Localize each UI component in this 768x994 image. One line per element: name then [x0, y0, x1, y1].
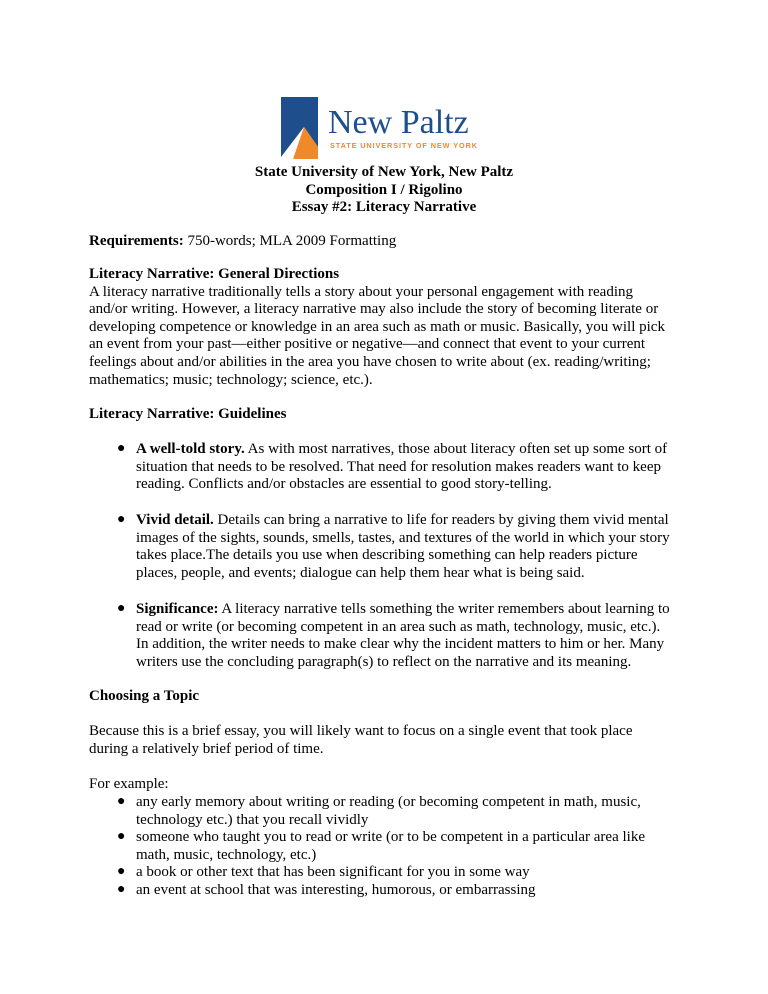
- text-line: reading. Conflicts and/or obstacles are essential to good story-telling.: [136, 476, 552, 493]
- text-line: places, people, and events; dialogue can help them hear what is being said.: [136, 564, 585, 581]
- text-line: Because this is a brief essay, you will likely want to focus on a single event that took place: [89, 723, 633, 739]
- text-line: mathematics; music; technology; science, etc.).: [89, 371, 373, 388]
- svg-text:STATE UNIVERSITY OF NEW YORK: STATE UNIVERSITY OF NEW YORK: [330, 141, 478, 150]
- requirements-label: Requirements:: [89, 233, 184, 249]
- text-line: A literacy narrative traditionally tells a story about your personal engagement with reading: [89, 283, 633, 300]
- new-paltz-logo: [281, 97, 481, 159]
- section-heading: Choosing a Topic: [89, 688, 200, 704]
- text-line: read or write (or becoming competent in an area such as math, technology, music, etc.).: [136, 618, 661, 635]
- svg-text:New Paltz: New Paltz: [328, 104, 469, 141]
- requirements-text: 750-words; MLA 2009 Formatting: [183, 233, 397, 249]
- text-line: situation that needs to be resolved. That need for resolution makes readers want to keep: [136, 458, 661, 475]
- text-line: developing competence or knowledge in an area such as math or music. Basically, you will pick: [89, 318, 665, 335]
- text-line: images of the sights, sounds, smells, tastes, and textures of the world in which your story: [136, 529, 670, 546]
- requirements: [89, 233, 396, 251]
- text-line: a book or other text that has been significant for you in some way: [136, 864, 530, 880]
- document-header: [0, 164, 768, 217]
- bullet-icon: ●: [117, 601, 126, 616]
- text-line: takes place.The details you use when describing something can help readers picture: [136, 547, 638, 564]
- text-line: and/or writing. However, a literacy narrative may also include the story of becoming literate or: [89, 301, 659, 318]
- text-line: during a relatively brief period of time.: [89, 740, 324, 757]
- text-line: writers use the concluding paragraph(s) to reflect on the narrative and its meaning.: [136, 653, 632, 670]
- text-line: someone who taught you to read or write (or to be competent in a particular area like: [136, 829, 645, 845]
- text-line: feelings about and/or abilities in the area you have chosen to write about (ex. reading/writing;: [89, 353, 651, 370]
- text-line: In addition, the writer needs to make clear why the incident matters to him or her. Many: [136, 636, 665, 653]
- bullet-icon: ●: [117, 794, 126, 809]
- section-heading: Literacy Narrative: General Directions: [89, 266, 340, 282]
- bullet-icon: ●: [117, 441, 126, 456]
- bullet-icon: ●: [117, 829, 126, 844]
- text-line: an event from your past—either positive or negative—and connect that event to your current: [89, 336, 646, 353]
- university-name: State University of New York, New Paltz: [254, 164, 514, 180]
- essay-title: Essay #2: Literacy Narrative: [291, 199, 477, 216]
- section-heading: Literacy Narrative: Guidelines: [89, 406, 287, 422]
- guideline-title: A well-told story.: [136, 441, 245, 457]
- text-line: math, music, technology, etc.): [136, 846, 317, 863]
- general-directions: [89, 266, 665, 389]
- course-name: Composition I / Rigolino: [305, 181, 463, 198]
- text-line: As with most narratives, those about literacy often set up some sort of: [244, 441, 668, 457]
- topic-paragraph: [89, 723, 632, 758]
- text-line: A literacy narrative tells something the writer remembers about learning to: [218, 601, 670, 617]
- text-line: an event at school that was interesting, humorous, or embarrassing: [136, 882, 536, 898]
- guideline-title: Vivid detail.: [136, 512, 214, 528]
- guideline-title: Significance:: [136, 601, 219, 617]
- text-line: Details can bring a narrative to life for readers by giving them vivid mental: [213, 512, 669, 528]
- bullet-icon: ●: [117, 864, 126, 879]
- text-line: any early memory about writing or reading (or becoming competent in math, music,: [136, 794, 641, 810]
- bullet-icon: ●: [117, 512, 126, 527]
- example-label: For example:: [89, 776, 169, 792]
- bullet-icon: ●: [117, 882, 126, 897]
- text-line: technology etc.) that you recall vividly: [136, 811, 369, 828]
